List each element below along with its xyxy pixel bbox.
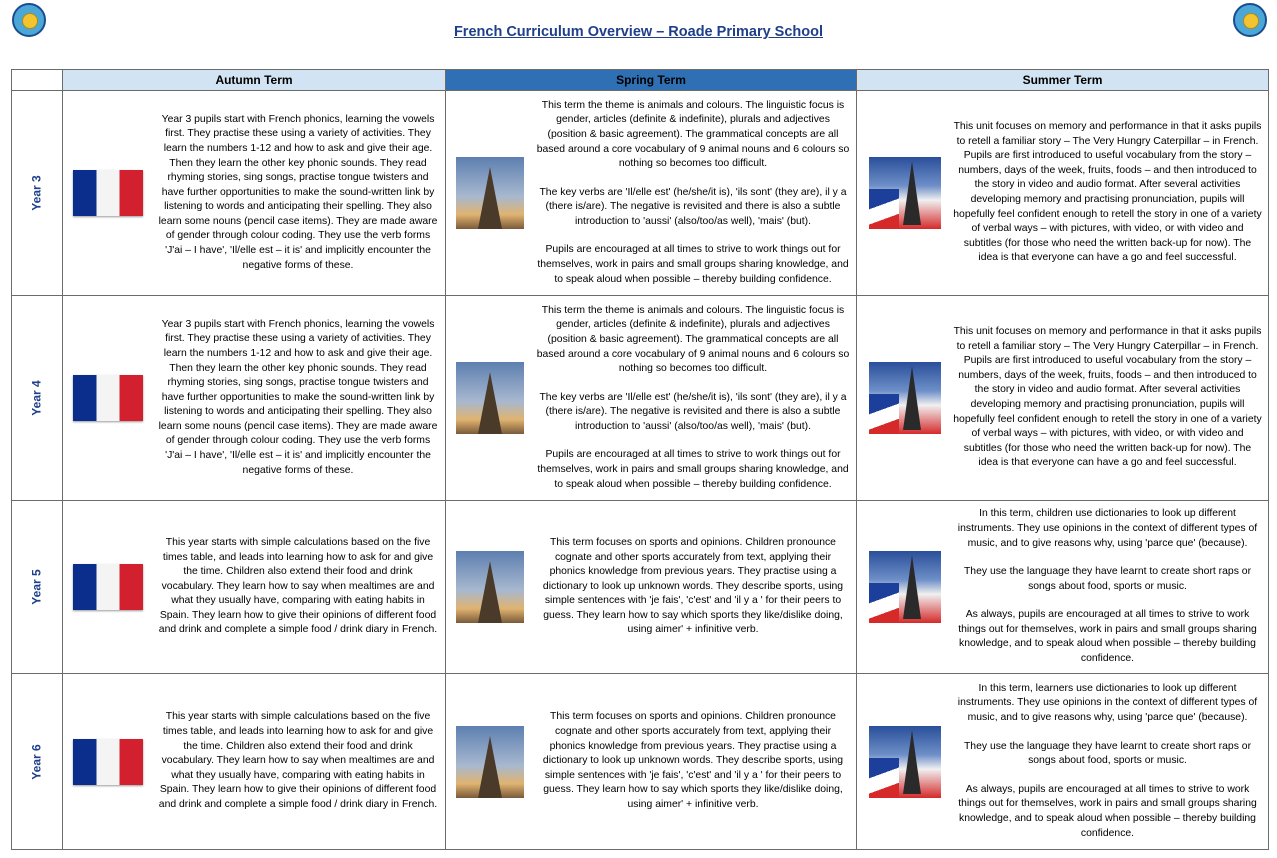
summer-cell — [857, 674, 1269, 850]
paragraph: This term the theme is animals and colours. The linguistic focus is gender, articles (definite & indefinite), plurals and adjectives (position & basic agreement). The grammatical concepts are all based around a core vocabulary of 9 animal nouns and 6 colours so nothing so becomes too difficult. — [536, 304, 850, 375]
french-flag-image — [73, 564, 143, 610]
paragraph: Pupils are encouraged at all times to strive to work things out for themselves, work in pairs and small groups sharing knowledge, and to speak aloud when possible – thereby building confidence. — [537, 449, 849, 490]
table-row — [12, 91, 1269, 296]
year-label-text: Year 3 — [30, 175, 44, 211]
summer-text — [949, 682, 1268, 841]
autumn-text — [153, 113, 445, 274]
paragraph: Pupils are encouraged at all times to strive to work things out for themselves, work in pairs and small groups sharing knowledge, and to speak aloud when possible – thereby building confidence. — [537, 244, 849, 285]
header-autumn: Autumn Term — [63, 70, 446, 91]
paragraph: As always, pupils are encouraged at all times to strive to work things out for themselves, work in pairs and small groups sharing knowledge, and to speak aloud when possible – thereby building confidence. — [958, 783, 1257, 839]
header-row — [12, 70, 1269, 91]
paragraph: This unit focuses on memory and performance in that it asks pupils to retell a familiar story – The Very Hungry Caterpillar – in French. Pupils are first introduced to useful vocabulary from the story – numbers, days of the week, fruits, foods – and then introduced to the story in video and audio format. After several activities developing memory and practising pronunciation, pupils will hopefully feel confident enough to retell the story in one of a variety of verbal ways – with pictures, with video, or with video and subtitles (for those who need the written back-up for now). The idea is that everyone can have a go and feel successful. — [953, 121, 1262, 264]
spring-text — [532, 304, 856, 493]
header-summer: Summer Term — [857, 70, 1269, 91]
paragraph: As always, pupils are encouraged at all times to strive to work things out for themselves, work in pairs and small groups sharing knowledge, and to speak aloud when possible – thereby building confidence. — [958, 609, 1257, 665]
paragraph: They use the language they have learnt to create short raps or songs about food, sports or music. — [963, 566, 1252, 592]
paragraph: In this term, children use dictionaries to look up different instruments. They use opinions in the context of different types of music, and to give reasons why, using 'parce que' (because). — [957, 508, 1258, 549]
paragraph: This term focuses on sports and opinions. Children pronounce cognate and other sports accurately from text, applying their phonics knowledge from previous years. They practise using a dictionary to look up unknown words. They describe sports, using simple sentences with 'je fais', 'c'est' and 'il y a ' for their peers to guess. They learn how to say which sports they like/dislike doing, using aimer' + infinitive verb. — [542, 711, 844, 810]
eiffel-flag-image — [869, 551, 941, 623]
autumn-cell — [63, 91, 446, 296]
year-label — [12, 674, 63, 850]
french-flag-image — [73, 739, 143, 785]
autumn-cell — [63, 501, 446, 674]
eiffel-tower-image — [456, 157, 524, 229]
paragraph: This year starts with simple calculations based on the five times table, and leads into learning how to ask for and give the time. Children also extend their food and drink vocabulary. They learn how to say when mealtimes are and what they usually have, comparing with eating habits in Spain. They learn how to give their opinions of different food and drink and complete a simple food / drink diary in French. — [158, 711, 438, 810]
autumn-text — [153, 536, 445, 638]
eiffel-tower-image — [456, 551, 524, 623]
eiffel-flag-image — [869, 362, 941, 434]
paragraph: In this term, learners use dictionaries to look up different instruments. They use opinions in the context of different types of music, and to give reasons why, using 'parce que' (because). — [957, 682, 1258, 724]
year-label-text: Year 5 — [30, 569, 44, 605]
curriculum-table — [11, 69, 1269, 850]
eiffel-flag-image — [869, 726, 941, 798]
year-label-text: Year 6 — [30, 743, 44, 780]
spring-cell — [446, 91, 857, 296]
autumn-text — [153, 318, 445, 479]
summer-cell — [857, 91, 1269, 296]
autumn-cell — [63, 296, 446, 501]
paragraph: Year 3 pupils start with French phonics, learning the vowels first. They practise these using a variety of activities. They learn the numbers 1-12 and how to ask and give their age. Then they learn the other key phonic sounds. They read rhyming stories, sing songs, practise tongue twisters and have further opportunities to make the sound-written link by listening to words and anticipating their spelling. They also learn some nouns (pencil case items). They are made aware of gender through colour coding. They use the verb forms 'J'ai – I have', 'Il/elle est – it is' and implicitly encounter the negative forms of these. — [158, 113, 438, 271]
autumn-text — [153, 710, 445, 812]
page-title: French Curriculum Overview – Roade Primary School — [453, 24, 824, 40]
spring-cell — [446, 296, 857, 501]
spring-cell — [446, 501, 857, 674]
paragraph: Year 3 pupils start with French phonics, learning the vowels first. They practise these using a variety of activities. They learn the numbers 1-12 and how to ask and give their age. Then they learn the other key phonic sounds. They read rhyming stories, sing songs, practise tongue twisters and have further opportunities to make the sound-written link by listening to words and anticipating their spelling. They also learn some nouns (pencil case items). They are made aware of gender through colour coding. They use the verb forms 'J'ai – I have', 'Il/elle est – it is' and implicitly encounter the negative forms of these. — [158, 318, 438, 476]
autumn-cell — [63, 674, 446, 850]
year-label — [12, 501, 63, 674]
header-spring: Spring Term — [446, 70, 857, 91]
summer-text — [949, 325, 1268, 471]
french-flag-image — [73, 170, 143, 216]
year-label — [12, 296, 63, 501]
table-row — [12, 296, 1269, 501]
paragraph: They use the language they have learnt to create short raps or songs about food, sports or music. — [963, 740, 1252, 767]
summer-cell — [857, 296, 1269, 501]
spring-text — [532, 99, 856, 288]
paragraph: This year starts with simple calculations based on the five times table, and leads into learning how to ask for and give the time. Children also extend their food and drink vocabulary. They learn how to say when mealtimes are and what they usually have, comparing with eating habits in Spain. They learn how to give their opinions of different food and drink and complete a simple food / drink diary in French. — [158, 536, 438, 636]
spring-text — [532, 536, 856, 638]
eiffel-flag-image — [869, 157, 941, 229]
eiffel-tower-image — [456, 726, 524, 798]
french-flag-image — [73, 375, 143, 421]
paragraph: This term focuses on sports and opinions. Children pronounce cognate and other sports accurately from text, applying their phonics knowledge from previous years. They practise using a dictionary to look up unknown words. They describe sports, using simple sentences with 'je fais', 'c'est' and 'il y a ' for their peers to guess. They learn how to say which sports they like/dislike doing, using aimer' + infinitive verb. — [542, 536, 844, 636]
eiffel-tower-image — [456, 362, 524, 434]
table-row — [12, 501, 1269, 674]
header-blank — [12, 70, 63, 91]
spring-cell — [446, 674, 857, 850]
year-label-text: Year 4 — [30, 380, 44, 416]
table-row — [12, 674, 1269, 850]
paragraph: The key verbs are 'Il/elle est' (he/she/it is), 'ils sont' (they are), il y a (there is/are). The negative is revisited and there is also a subtle introduction to 'aussi' (also/too/as well), 'mais' (but). — [539, 391, 847, 432]
summer-text — [949, 507, 1268, 666]
paragraph: This unit focuses on memory and performance in that it asks pupils to retell a familiar story – The Very Hungry Caterpillar – in French. Pupils are first introduced to useful vocabulary from the story – numbers, days of the week, fruits, foods – and then introduced to the story in video and audio format. After several activities developing memory and practising pronunciation, pupils will hopefully feel confident enough to retell the story in one of a variety of verbal ways – with pictures, with video, or with video and subtitles (for those who need the written back-up for now). The idea is that everyone can have a go and feel successful. — [953, 326, 1262, 469]
year-label — [12, 91, 63, 296]
summer-text — [949, 120, 1268, 266]
paragraph: The key verbs are 'Il/elle est' (he/she/it is), 'ils sont' (they are), il y a (there is/are). The negative is revisited and there is also a subtle introduction to 'aussi' (also/too/as well), 'mais' (but). — [539, 186, 847, 227]
summer-cell — [857, 501, 1269, 674]
paragraph: This term the theme is animals and colours. The linguistic focus is gender, articles (definite & indefinite), plurals and adjectives (position & basic agreement). The grammatical concepts are all based around a core vocabulary of 9 animal nouns and 6 colours so nothing so becomes too difficult. — [536, 99, 850, 170]
spring-text — [532, 710, 856, 812]
